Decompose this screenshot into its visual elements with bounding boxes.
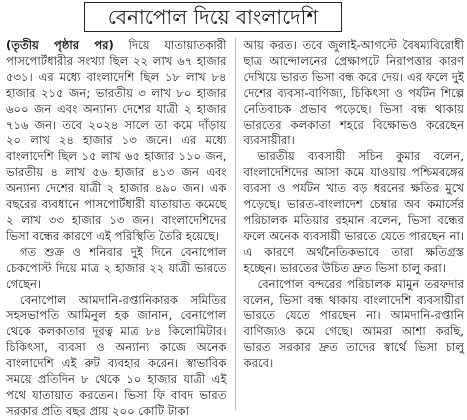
- paragraph: বেনাপোল বন্দরের পরিচালক মামুন তরফদার বলেন, ভিসা বন্ধ থাকায় বাংলাদেশি ব্যবসায়ীরা ভারতে যেতে পারছেন না। আমদানি-রপ্তানি বাণিজ্যও কমে গেছে। আমরা আশা করছি, ভারত সরকার দ্রুত তাদের স্বার্থে ভিসা চালু করবে।: [243, 276, 464, 371]
- paragraph: গত শুক্র ও শনিবার দুই দিনে বেনাপোল চেকপোস্ট দিয়ে মাত্র ২ হাজার ২২ যাত্রী ভারতে গেছেন।: [6, 244, 227, 291]
- paragraph-text: দিয়ে যাতায়াতকারী পাসপোর্টধারীর সংখ্যা ছিল ২২ লাখ ৬৭ হাজার ৫৩১। এর মধ্যে বাংলাদেশি ছিল ১৮ লাখ ৮৪ হাজার ২১৫ জন; ভারতীয় ৩ লাখ ৮০ হাজার ৬০০ জন এবং অন্যান্য দেশের যাত্রী ২ হাজার ৭১৬ জন। তবে ২০২৪ সালে তা কমে দাঁড়ায় ২০ লাখ ২৪ হাজার ১৩ জনে। এর মধ্যে বাংলাদেশি ছিল ১৫ লাখ ৬৫ হাজার ১১০ জন, ভারতীয় ৪ লাখ ৫৬ হাজার ৪১৩ জন এবং অন্যান্য দেশের যাত্রী ২ হাজার ৪৯০ জন। এক বছরের ব্যবধানে পাসপোর্টধারী যাতায়াত কমেছে ২ লাখ ৩৩ হাজার ১৩ জন। বাংলাদেশিদের ভিসা বন্ধের কারণে এই পরিস্থিতি তৈরি হয়েছে।: [6, 38, 227, 243]
- column-right: [244, 38, 465, 410]
- paragraph: বেনাপোল আমদানি-রপ্তানিকারক সমিতির সহসভাপতি আমিনুল হক জানান, বেনাপোল থেকে কলকাতার দূরত্ব মাত্র ৮৪ কিলোমিটার। চিকিৎসা, ব্যবসা ও অন্যান্য কাজে অনেক বাংলাদেশি এই রুট ব্যবহার করেন। স্বাভাবিক সময়ে প্রতিদিন ৮ থেকে ১০ হাজার যাত্রী এই পথে যাতায়াত করতেন। ভিসা ফি বাবদ ভারত সরকার প্রতি বছর প্রায় ২০০ কোটি টাকা: [6, 292, 227, 418]
- continuation-ref: (তৃতীয় পৃষ্ঠার পর): [6, 38, 114, 52]
- paragraph: আয় করত। তবে জুলাই-আগস্টে বৈষম্যবিরোধী ছাত্র আন্দোলনের প্রেক্ষাপটে নিরাপত্তার কারণ দেখিয়ে ভারত ভিসা বন্ধ করে দেয়। এর ফলে দুই দেশের ব্যবসা-বাণিজ্য, চিকিৎসা ও পর্যটন শিল্পে নেতিবাচক প্রভাব পড়েছে। ভিসা বন্ধ থাকায় ভারতের কলকাতা শহরে বিক্ষোভও করেছেন ব্যবসায়ীরা।: [243, 38, 464, 148]
- column-divider: [235, 38, 236, 410]
- article-body: [6, 38, 464, 418]
- paragraph: [6, 38, 227, 245]
- headline: বেনাপোল দিয়ে বাংলাদেশি: [107, 5, 319, 29]
- paragraph: ভারতীয় ব্যবসায়ী সচিন কুমার বলেন, বাংলাদেশিদের আসা কমে যাওয়ায় পশ্চিমবঙ্গের ব্যবসা ও পর্যটন খাত বড় ধরনের ক্ষতির মুখে পড়েছে। ভারত-বাংলাদেশ চেম্বার অব কমার্সের পরিচালক মতিয়ার রহমান বলেন, ভিসা বন্ধের ফলে অনেক ব্যবসায়ী ভারতে যেতে পারছেন না। এ কারণে অর্থনৈতিকভাবে তারা ক্ষতিগ্রস্ত হচ্ছেন। ভারতের উচিত দ্রুত ভিসা চালু করা।: [243, 149, 464, 275]
- headline-box: [84, 2, 342, 32]
- column-left: [6, 38, 227, 418]
